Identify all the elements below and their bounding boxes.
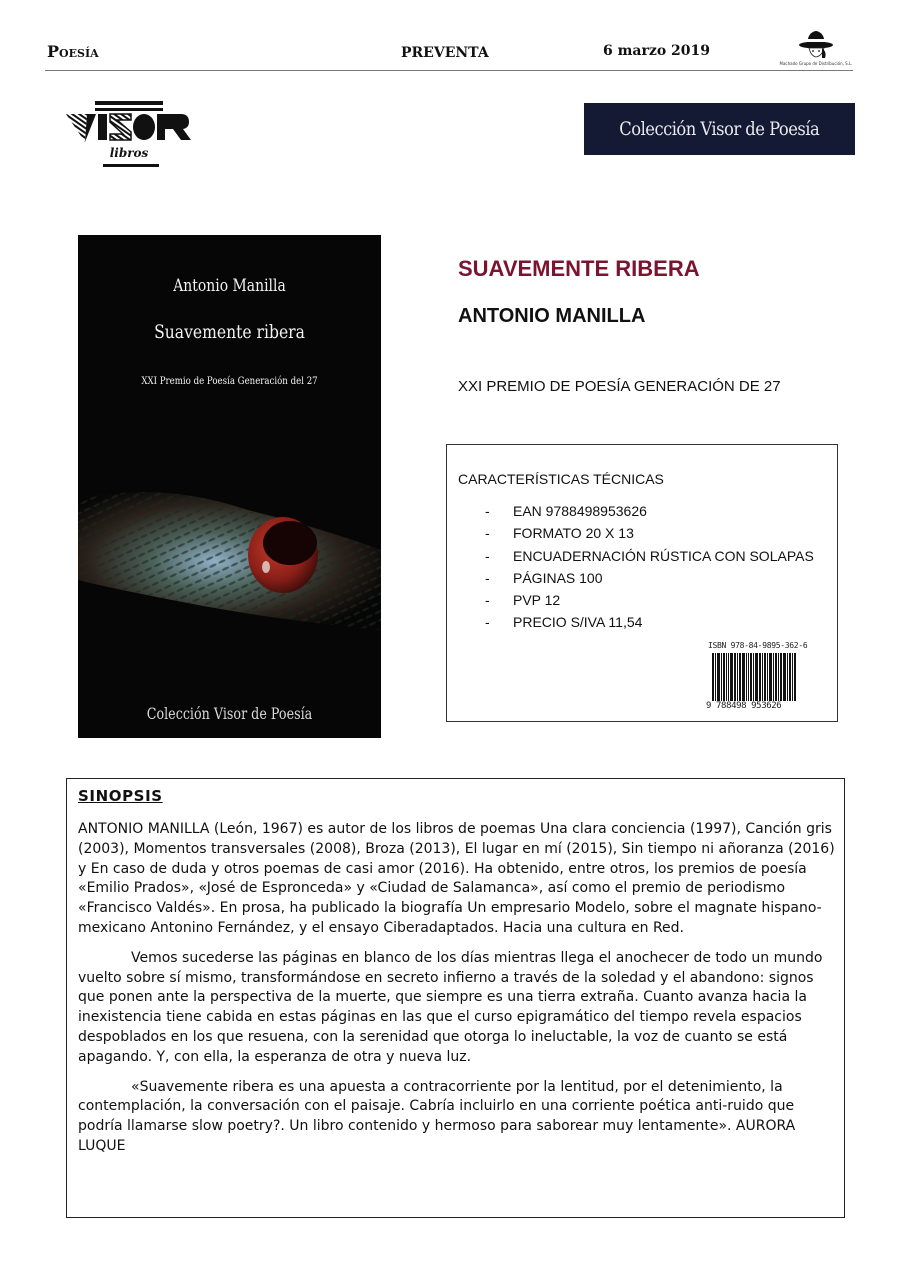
spec-item — [485, 570, 814, 592]
header-divider — [45, 70, 853, 71]
barcode-bars-icon — [712, 653, 816, 701]
spec-item — [485, 525, 814, 547]
dash-bullet: - — [485, 525, 490, 542]
spec-format: FORMATO 20 X 13 — [513, 525, 634, 542]
review-quote-paragraph: «Suavemente ribera es una apuesta a contracorriente por la lentitud, por el detenimiento, la contemplación, la conversación con el paisaje. Cabría incluirlo en una corriente poética anti-ruido que podría llamarse slow poetry?. Un libro contenido y hermoso para saborear muy lentamente». AURORA LUQUE — [78, 1078, 796, 1154]
dash-bullet: - — [485, 592, 490, 609]
spec-item — [485, 592, 814, 614]
release-date: 6 marzo 2019 — [603, 43, 711, 59]
isbn-barcode — [706, 641, 821, 713]
book-description-paragraph: Vemos sucederse las páginas en blanco de los días mientras llega el anochecer de todo un mundo vuelto sobre sí mismo, transformándose en secreto infierno a través de la soledad y el abandono: signos que ponen ante la perspectiva de la muerte, que siempre es una tierra extraña. Cuanto avanza hacia la inexistencia tiene cabida en estas páginas en las que el curso epigramático del tiempo revela espacios despoblados en los que resuena, con la serenidad que otorga lo ineluctable, la voz de cuanto se está apagando. Y, con ella, la esperanza de otra y nueva luz. — [78, 949, 823, 1065]
presale-label: PREVENTA — [401, 45, 489, 61]
technical-specs-box — [446, 444, 838, 722]
isbn-text: ISBN 978-84-9895-362-6 — [708, 641, 808, 650]
spec-item — [485, 548, 814, 570]
cover-still-life-image — [78, 430, 381, 660]
book-title: SUAVEMENTE RIBERA — [458, 256, 700, 281]
book-prize: XXI PREMIO DE POESÍA GENERACIÓN DE 27 — [458, 378, 781, 395]
collection-banner-text: Colección Visor de Poesía — [619, 118, 820, 140]
ean-digits: 9 788498 953626 — [706, 701, 782, 711]
dash-bullet: - — [485, 569, 490, 586]
collection-banner — [584, 103, 855, 155]
specs-heading: CARACTERÍSTICAS TÉCNICAS — [458, 471, 664, 487]
sinopsis-heading: SINOPSIS — [78, 787, 163, 805]
specs-list — [485, 503, 814, 637]
spec-binding: ENCUADERNACIÓN RÚSTICA CON SOLAPAS — [513, 547, 814, 564]
spec-item — [485, 614, 814, 636]
cover-prize: XXI Premio de Poesía Generación del 27 — [141, 375, 318, 387]
book-cover — [78, 235, 381, 738]
dash-bullet: - — [485, 503, 490, 519]
book-author: ANTONIO MANILLA — [458, 305, 646, 327]
distributor-caption: Machado Grupo de Distribución, S.L. — [779, 61, 853, 66]
dash-bullet: - — [485, 547, 490, 564]
visor-libros-logo — [65, 98, 193, 170]
cover-collection: Colección Visor de Poesía — [146, 705, 313, 723]
spec-pvp: PVP 12 — [513, 592, 561, 609]
svg-text:libros: libros — [109, 146, 149, 160]
sinopsis-body — [78, 820, 836, 1167]
spec-ean: EAN 9788498953626 — [513, 503, 647, 519]
hat-man-icon — [778, 24, 854, 60]
spec-price-no-vat: PRECIO S/IVA 11,54 — [513, 614, 643, 631]
distributor-logo — [778, 24, 854, 66]
cover-title: Suavemente ribera — [154, 321, 305, 343]
spec-item — [485, 503, 814, 525]
dash-bullet: - — [485, 614, 490, 631]
spec-pages: PÁGINAS 100 — [513, 569, 603, 586]
author-bio-paragraph: ANTONIO MANILLA (León, 1967) es autor de los libros de poemas Una clara conciencia (1997), Canción gris (2003), Momentos transversales (2008), Broza (2013), El lugar en mí (2015), Sin tiempo ni añoranza (2016) y En caso de duda y otros poemas de casi amor (2016). Ha obtenido, entre otros, los premios de poesía «Emilio Prados», «José de Espronceda» y «Ciudad de Salamanca», así como el premio de periodismo «Francisco Valdés». En prosa, ha publicado la biografía Un empresario Modelo, sobre el magnate hispano- mexicano Antonino Fernández, y el ensayo Ciberadaptados. Hacia una cultura en Red. — [78, 821, 835, 936]
cover-author: Antonio Manilla — [173, 276, 286, 296]
sinopsis-box — [66, 778, 845, 1218]
section-label: Poesía — [47, 42, 99, 61]
